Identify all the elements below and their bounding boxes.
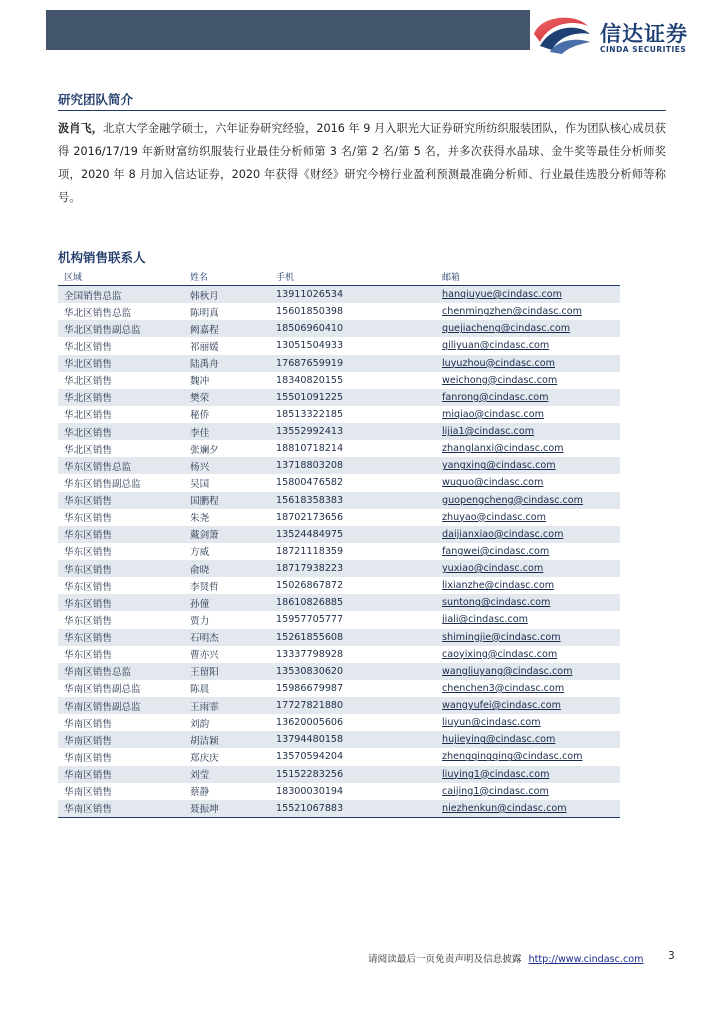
contact-email-link[interactable]: chenchen3@cindasc.com	[442, 682, 565, 694]
contact-email	[436, 577, 620, 594]
contact-name: 刘莹	[184, 766, 270, 783]
brand-name-en: CINDA SECURITIES	[600, 45, 687, 54]
contact-email-link[interactable]: zhengqingqing@cindasc.com	[442, 751, 583, 763]
contact-phone: 15957705777	[276, 614, 344, 626]
footer-website-link[interactable]: http://www.cindasc.com	[528, 954, 644, 965]
contact-phone: 13530830620	[270, 663, 436, 680]
analyst-name: 汲肖飞，	[58, 122, 103, 135]
contact-row	[58, 320, 620, 337]
contact-phone: 13794480158	[270, 731, 436, 748]
contact-phone: 13552992413	[270, 423, 436, 440]
contact-email	[436, 783, 620, 800]
contact-phone: 18810718214	[276, 443, 344, 455]
contact-region: 全国销售总监	[58, 286, 184, 304]
contact-name: 聂振坤	[184, 800, 270, 818]
footer	[368, 951, 643, 965]
header-phone: 手机	[270, 268, 436, 286]
contact-email	[436, 286, 620, 304]
contacts-header-row	[58, 268, 620, 286]
contact-row	[58, 526, 620, 543]
contact-email-link[interactable]: wangliuyang@cindasc.com	[442, 665, 573, 677]
contact-region: 华北区销售副总监	[58, 320, 184, 337]
contact-region: 华东区销售	[58, 629, 184, 646]
contact-phone: 15800476582	[276, 477, 344, 489]
contact-email	[436, 474, 620, 491]
contact-email	[436, 697, 620, 714]
contact-row	[58, 337, 620, 354]
contact-name: 王留阳	[184, 663, 270, 680]
contact-row	[58, 714, 620, 731]
cinda-logo-icon	[530, 12, 594, 54]
contact-phone: 15618358383	[270, 492, 436, 509]
contact-region: 华北区销售	[64, 444, 112, 456]
contact-region: 华东区销售	[64, 547, 112, 559]
contact-name: 孙僮	[184, 594, 270, 611]
contact-email-link[interactable]: lixianzhe@cindasc.com	[442, 580, 555, 592]
contact-region: 华南区销售	[58, 800, 184, 818]
contact-email-link[interactable]: luyuzhou@cindasc.com	[442, 357, 555, 369]
contact-email	[436, 663, 620, 680]
contact-row	[58, 543, 620, 560]
contact-name: 国鹏程	[184, 492, 270, 509]
contact-row	[58, 611, 620, 628]
contact-email-link[interactable]: miqiao@cindasc.com	[442, 408, 544, 420]
contact-phone: 15521067883	[270, 800, 436, 818]
contact-email-link[interactable]: suntong@cindasc.com	[442, 597, 551, 609]
contact-phone: 18340820155	[276, 374, 344, 386]
contact-name: 俞晓	[184, 560, 270, 577]
contact-region: 华南区销售	[64, 752, 112, 764]
contact-phone: 18300030194	[276, 785, 344, 797]
contact-name: 刘韵	[190, 718, 210, 730]
contact-region: 华北区销售总监	[64, 307, 132, 319]
analyst-bio	[58, 117, 666, 209]
contact-email	[436, 372, 620, 389]
contact-email	[436, 389, 620, 406]
contact-row	[58, 372, 620, 389]
contact-email-link[interactable]: caijing1@cindasc.com	[442, 785, 549, 797]
contact-email-link[interactable]: chenmingzhen@cindasc.com	[442, 306, 583, 318]
contact-email	[436, 594, 620, 611]
contact-name: 祁丽媛	[190, 341, 219, 353]
contact-name: 陈明真	[190, 307, 219, 319]
contact-row	[58, 474, 620, 491]
contact-row	[58, 492, 620, 509]
contact-region: 华东区销售	[64, 581, 112, 593]
contact-email	[436, 646, 620, 663]
contact-name: 秘侨	[190, 410, 210, 422]
header-region: 区域	[58, 268, 184, 286]
contact-phone: 15261855608	[270, 629, 436, 646]
contact-email-link[interactable]: jiali@cindasc.com	[442, 614, 528, 626]
contact-phone: 13620005606	[276, 717, 344, 729]
contact-row	[58, 440, 620, 457]
contact-phone: 15601850398	[276, 306, 344, 318]
contact-phone: 17727821880	[270, 697, 436, 714]
contact-region: 华东区销售	[58, 492, 184, 509]
contact-region: 华北区销售	[58, 423, 184, 440]
contact-row	[58, 423, 620, 440]
contact-region: 华东区销售	[58, 594, 184, 611]
contact-email-link[interactable]: yangxing@cindasc.com	[442, 460, 556, 472]
contact-email	[436, 440, 620, 457]
contact-email	[436, 337, 620, 354]
contact-row	[58, 680, 620, 697]
contact-name: 王雨霏	[184, 697, 270, 714]
contact-email	[436, 766, 620, 783]
contacts-section-title: 机构销售联系人	[58, 250, 146, 265]
contact-row	[58, 663, 620, 680]
contact-email	[436, 543, 620, 560]
contact-email-link[interactable]: yuxiao@cindasc.com	[442, 563, 544, 575]
contact-name: 阙嘉程	[184, 320, 270, 337]
contact-email-link[interactable]: qiliyuan@cindasc.com	[442, 340, 550, 352]
contact-row	[58, 560, 620, 577]
contact-phone: 13718803208	[270, 457, 436, 474]
contact-name: 韩秋月	[184, 286, 270, 304]
contact-email	[436, 509, 620, 526]
contact-row	[58, 577, 620, 594]
contact-name: 张斓夕	[190, 444, 219, 456]
contact-email-link[interactable]: wuguo@cindasc.com	[442, 477, 544, 489]
contact-phone: 18717938223	[270, 560, 436, 577]
contact-phone: 15501091225	[270, 389, 436, 406]
contact-phone: 13911026534	[270, 286, 436, 304]
header-bar	[46, 10, 530, 50]
contact-phone: 15152283256	[270, 766, 436, 783]
contact-name: 戴剑箫	[184, 526, 270, 543]
contact-region: 华东区销售	[64, 615, 112, 627]
contact-region: 华南区销售	[58, 731, 184, 748]
contact-phone: 18513322185	[276, 408, 344, 420]
contact-region: 华东区销售副总监	[64, 478, 141, 490]
contact-phone: 15026867872	[276, 580, 344, 592]
contact-region: 华东区销售总监	[58, 457, 184, 474]
contact-region: 华南区销售总监	[58, 663, 184, 680]
contact-email	[436, 406, 620, 423]
contact-phone: 18610826885	[270, 594, 436, 611]
contact-email	[436, 560, 620, 577]
contact-email	[436, 800, 620, 818]
header-name: 姓名	[184, 268, 270, 286]
contact-row	[58, 731, 620, 748]
contact-name: 李贤哲	[190, 581, 219, 593]
contact-name: 陈晨	[190, 684, 210, 696]
contact-email	[436, 629, 620, 646]
contact-phone: 13337798928	[276, 648, 344, 660]
contact-email-link[interactable]: wangyufei@cindasc.com	[442, 700, 561, 712]
contact-name: 李佳	[184, 423, 270, 440]
contact-region: 华南区销售	[64, 718, 112, 730]
contact-row	[58, 286, 620, 304]
contact-email	[436, 303, 620, 320]
contact-region: 华北区销售	[58, 389, 184, 406]
contact-region: 华东区销售	[64, 513, 112, 525]
contact-phone: 15986679987	[276, 682, 344, 694]
contact-email-link[interactable]: quejiacheng@cindasc.com	[442, 323, 571, 335]
contact-region: 华北区销售	[58, 355, 184, 372]
contact-email-link[interactable]: weichong@cindasc.com	[442, 374, 558, 386]
contact-email	[436, 457, 620, 474]
contact-row	[58, 766, 620, 783]
analyst-bio-text: 北京大学金融学硕士，六年证券研究经验，2016 年 9 月入职光大证券研究所纺织服装团队，作为团队核心成员获得 2016/17/19 年新财富纺织服装行业最佳分析师第 3 名/第 2 名/第 5 名，并多次获得水晶球、金牛奖等最佳分析师奖项，2020 年 8 月加入信达证券，2020 年获得《财经》研究今榜行业盈利预测最准确分析师、行业最佳选股分析师等称号。	[58, 122, 666, 204]
contact-row	[58, 748, 620, 765]
contact-email-link[interactable]: zhanglanxi@cindasc.com	[442, 443, 564, 455]
contact-region: 华南区销售副总监	[64, 684, 141, 696]
contact-region: 华北区销售	[64, 376, 112, 388]
contact-name: 陆禹舟	[184, 355, 270, 372]
contact-email-link[interactable]: lijia1@cindasc.com	[442, 426, 535, 438]
contact-name: 蔡静	[190, 787, 210, 799]
contact-name: 石明杰	[184, 629, 270, 646]
contact-region: 华南区销售	[58, 766, 184, 783]
contact-region: 华东区销售	[64, 650, 112, 662]
brand-name-cn: 信达证券	[600, 22, 688, 46]
contacts-table	[58, 268, 620, 818]
contact-name: 贾力	[190, 615, 210, 627]
contact-row	[58, 406, 620, 423]
contact-row	[58, 783, 620, 800]
contact-email	[436, 714, 620, 731]
contact-row	[58, 594, 620, 611]
contact-email-link[interactable]: shimingjie@cindasc.com	[442, 631, 561, 643]
contact-region: 华东区销售	[58, 560, 184, 577]
contact-region: 华东区销售	[58, 526, 184, 543]
contact-name: 方威	[190, 547, 210, 559]
team-section-title: 研究团队简介	[58, 92, 134, 107]
contact-email-link[interactable]: daijianxiao@cindasc.com	[442, 528, 564, 540]
contact-email	[436, 355, 620, 372]
page-number: 3	[668, 950, 675, 962]
contact-name: 吴国	[190, 478, 210, 490]
contact-email-link[interactable]: fanrong@cindasc.com	[442, 391, 549, 403]
contact-email	[436, 611, 620, 628]
contact-email	[436, 320, 620, 337]
contact-email-link[interactable]: niezhenkun@cindasc.com	[442, 802, 567, 814]
contact-email-link[interactable]: liuyun@cindasc.com	[442, 717, 541, 729]
contact-region: 华北区销售	[64, 410, 112, 422]
contact-row	[58, 509, 620, 526]
footer-disclaimer: 请阅读最后一页免责声明及信息披露	[368, 954, 522, 965]
contact-phone: 17687659919	[270, 355, 436, 372]
contact-row	[58, 800, 620, 818]
contact-email-link[interactable]: zhuyao@cindasc.com	[442, 511, 547, 523]
contact-email-link[interactable]: guopengcheng@cindasc.com	[442, 494, 584, 506]
contact-name: 魏冲	[190, 376, 210, 388]
team-section-rule	[58, 110, 666, 111]
contact-region: 华北区销售	[64, 341, 112, 353]
contact-email-link[interactable]: hanqiuyue@cindasc.com	[442, 289, 562, 301]
contact-name: 胡洁颖	[184, 731, 270, 748]
contact-email	[436, 680, 620, 697]
contact-row	[58, 629, 620, 646]
contact-row	[58, 697, 620, 714]
contact-phone: 18702173656	[276, 511, 344, 523]
contact-email	[436, 423, 620, 440]
contact-row	[58, 303, 620, 320]
contact-region: 华南区销售副总监	[58, 697, 184, 714]
contact-row	[58, 355, 620, 372]
header-email: 邮箱	[436, 268, 620, 286]
contact-email	[436, 731, 620, 748]
contact-name: 杨兴	[184, 457, 270, 474]
contact-email	[436, 748, 620, 765]
contact-email	[436, 492, 620, 509]
contact-email-link[interactable]: hujieying@cindasc.com	[442, 734, 556, 746]
contact-name: 曹亦兴	[190, 650, 219, 662]
contact-phone: 13570594204	[276, 751, 344, 763]
contact-row	[58, 389, 620, 406]
contact-row	[58, 646, 620, 663]
contact-phone: 13524484975	[270, 526, 436, 543]
contact-email-link[interactable]: caoyixing@cindasc.com	[442, 648, 558, 660]
contact-region: 华南区销售	[64, 787, 112, 799]
contact-email-link[interactable]: liuying1@cindasc.com	[442, 768, 550, 780]
contact-name: 朱尧	[190, 513, 210, 525]
contact-row	[58, 457, 620, 474]
brand-logo	[530, 12, 710, 54]
contact-email	[436, 526, 620, 543]
contact-name: 樊荣	[184, 389, 270, 406]
contact-phone: 13051504933	[276, 340, 344, 352]
contact-email-link[interactable]: fangwei@cindasc.com	[442, 545, 550, 557]
contact-name: 郑庆庆	[190, 752, 219, 764]
contact-phone: 18506960410	[270, 320, 436, 337]
contact-phone: 18721118359	[276, 545, 344, 557]
